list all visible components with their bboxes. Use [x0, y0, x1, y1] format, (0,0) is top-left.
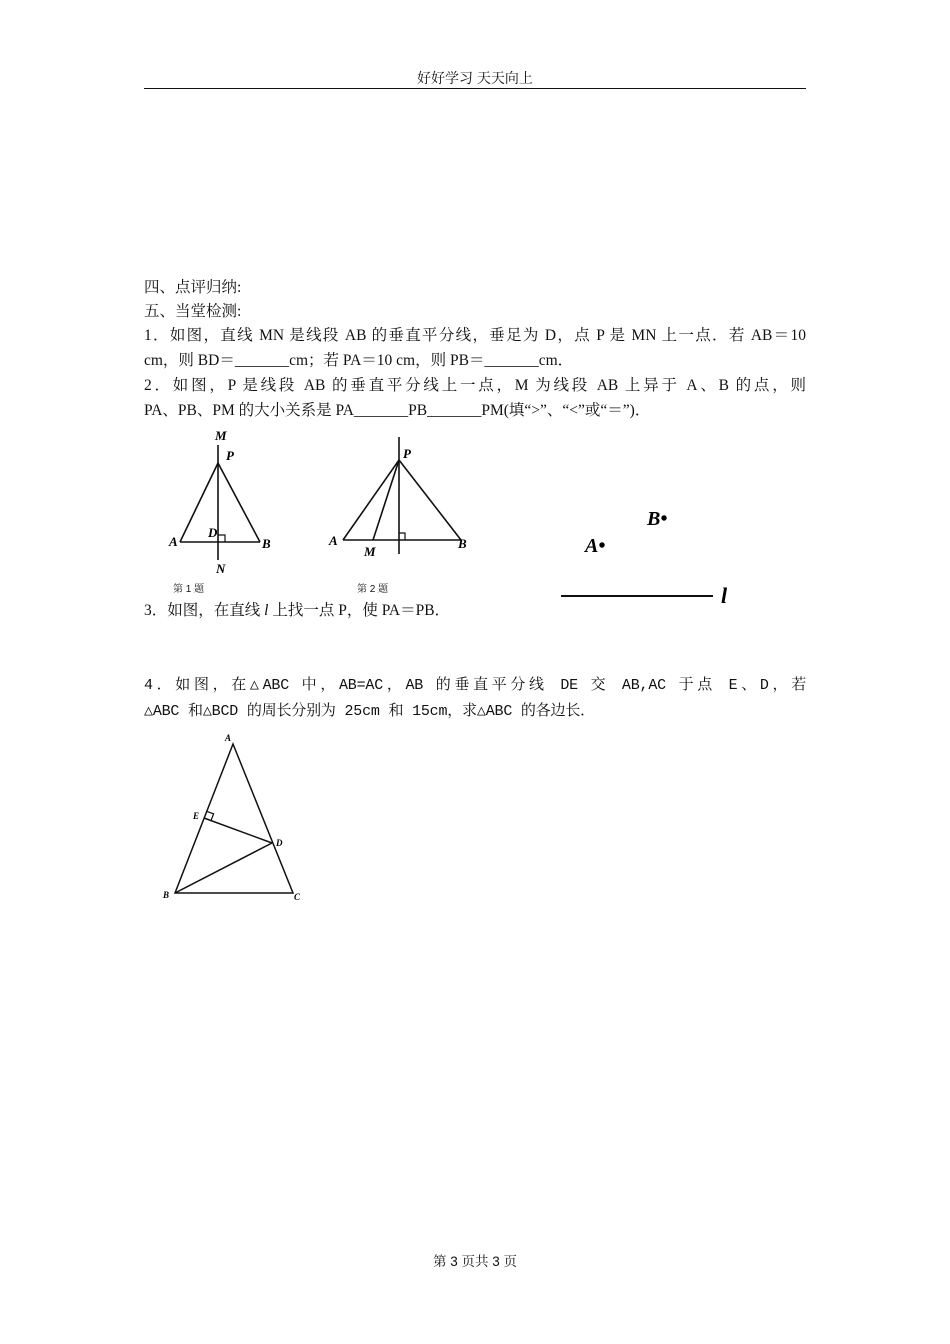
label-l: l — [721, 583, 728, 608]
label-e: E — [193, 811, 200, 821]
section-test-heading: 五、当堂检测: — [144, 303, 242, 320]
point-a: A• — [585, 535, 606, 557]
q1-line2: cm，则 BD＝_______cm；若 PA＝10 cm，则 PB＝_______cm． — [144, 352, 574, 369]
label-d: D — [276, 838, 283, 848]
q1-line1: 1．如图，直线 MN 是线段 AB 的垂直平分线，垂足为 D，点 P 是 MN 上一点．若 AB＝10 — [144, 327, 806, 344]
label-a: A — [329, 533, 338, 548]
segment-pm — [373, 460, 399, 540]
page-footer: 第 3 页共 3 页 — [432, 1254, 518, 1269]
segment-pa — [343, 460, 399, 540]
label-m: M — [215, 428, 227, 443]
label-b: B — [458, 536, 467, 551]
figure-4 — [155, 728, 315, 908]
q2-line2: PA、PB、PM 的大小关系是 PA_______PB_______PM(填“>”、“<”或“＝”)． — [144, 402, 651, 419]
figure-1 — [160, 425, 290, 575]
label-a: A — [225, 733, 232, 743]
label-b: B — [163, 890, 170, 900]
q3-suffix: 上找一点 P，使 PA＝PB． — [268, 602, 451, 619]
header-divider — [144, 88, 806, 89]
q4-line2: △ABC 和△BCD 的周长分别为 25cm 和 15cm，求△ABC 的各边长． — [144, 703, 595, 720]
right-angle-mark — [399, 533, 405, 540]
label-b: B — [262, 536, 271, 551]
label-p: P — [226, 448, 234, 463]
figure-1-caption: 第 1 题 — [173, 584, 205, 595]
label-n: N — [216, 561, 226, 575]
figure-2-caption: 第 2 题 — [357, 584, 389, 595]
segment-pb — [399, 460, 461, 540]
segment-bd — [175, 843, 272, 893]
q3-text — [144, 599, 806, 623]
figure-2 — [325, 432, 480, 572]
label-a: A — [169, 534, 178, 549]
page-header: 好好学习 天天向上 — [417, 70, 533, 86]
label-c: C — [294, 892, 301, 902]
segment-pb — [218, 463, 260, 542]
q2-line1: 2．如图，P 是线段 AB 的垂直平分线上一点，M 为线段 AB 上异于 A、B 的点，则 — [144, 377, 806, 394]
right-angle-mark — [218, 535, 225, 542]
point-b: B• — [647, 508, 668, 530]
label-p: P — [403, 446, 411, 461]
figure-3 — [555, 500, 755, 612]
section-review-heading: 四、点评归纳: — [144, 279, 242, 296]
q3-var: l — [264, 602, 269, 619]
q3-prefix: 3．如图，在直线 — [144, 602, 265, 619]
label-d: D — [208, 525, 218, 540]
q4-line1: 4．如图，在△ABC 中，AB=AC，AB 的垂直平分线 DE 交 AB,AC 于点 E、D，若 — [144, 677, 806, 694]
segment-ed — [204, 818, 272, 843]
label-m: M — [364, 544, 376, 559]
